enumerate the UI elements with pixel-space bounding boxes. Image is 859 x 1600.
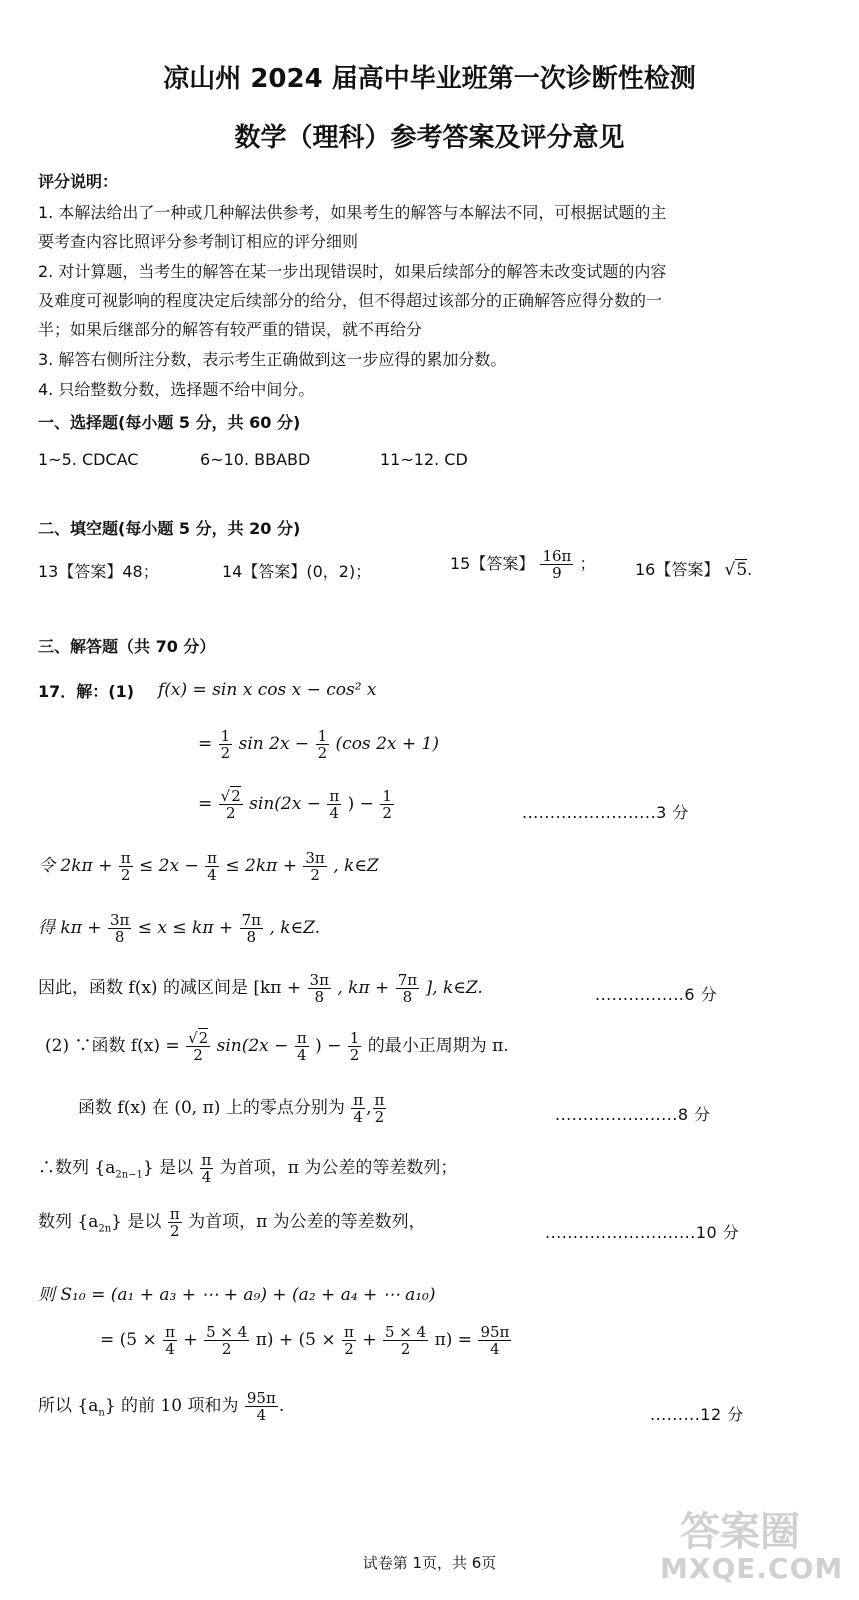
three-pi-eighth-fraction [308,972,331,1005]
choice-answers-6-10: 6~10. BBABD [200,450,311,469]
denominator: 2 [374,1108,385,1126]
numerator: 5 × 4 [206,1323,248,1341]
conclusion-subscript: n [98,1407,105,1419]
fill-15-denominator: 9 [552,564,562,582]
seq-tail: 为首项，π 为公差的等差数列； [219,1158,458,1178]
pi-quarter-fraction [200,1152,214,1185]
five-four-half-fraction [204,1324,249,1357]
ineq-middle: ≤ 2kπ + [225,856,297,876]
ninety-five-pi-quarter-fraction [245,1390,278,1423]
denominator: 2 [220,744,231,762]
pi-quarter-fraction [163,1324,177,1357]
denominator: 8 [246,928,257,946]
note-1-line-1: 1. 本解法给出了一种或几种解法供参考，如果考生的解答与本解法不同，可根据试题的主 [38,203,667,222]
sin-term: sin(2x − [216,1036,289,1056]
fill-16-value: 5 [736,560,748,580]
denominator: 4 [329,804,340,822]
sqrt2-half-fraction [219,788,243,821]
denominator: 4 [490,1340,500,1358]
fill-answer-15 [450,548,596,581]
score-3: ........................3 分 [522,803,689,822]
numerator: π [296,1029,307,1047]
denominator: 2 [310,866,320,884]
watermark-site-text: MXQE.COM [660,1552,844,1585]
q17-intro: 17．解：(1) [38,682,135,701]
notes-heading: 评分说明： [38,172,119,191]
denominator: 4 [296,1046,307,1064]
conclusion-prefix: 所以 {a [38,1396,99,1416]
choice-answers-11-12: 11~12. CD [380,450,468,469]
interval-tail: ], k∈Z. [425,978,483,998]
score-10: ...........................10 分 [545,1223,740,1242]
numerator: π [165,1323,176,1341]
three-pi-half-fraction [303,850,326,883]
seq-prefix: ∴数列 {a [38,1158,116,1178]
numerator: π [329,787,340,805]
pi-quarter-fraction [295,1030,309,1063]
note-1-line-2: 要考查内容比照评分参考制订相应的评分细则 [38,232,359,251]
calc-part-e: π) = [434,1330,473,1350]
note-4: 4. 只给整数分数，选择题不给中间分。 [38,380,315,399]
ineq-middle: ≤ 2x − [139,856,199,876]
interval-prefix: 因此，函数 f(x) 的减区间是 [kπ + [38,978,302,998]
note-2-line-2: 及难度可视影响的程度决定后续部分的给分，但不得超过该部分的正确解答应得分数的一 [38,291,663,310]
radicand: 2 [231,787,241,805]
fill-15-fraction [540,548,573,581]
q17-inequality-2 [38,912,320,945]
numerator: 1 [382,787,392,805]
numerator: 5 × 4 [384,1323,427,1341]
seq-tail: 为首项，π 为公差的等差数列， [188,1212,426,1232]
numerator: π [120,849,131,867]
pi-quarter-fraction [205,850,219,883]
score-12: .........12 分 [650,1405,744,1424]
q17-s10-definition: 则 S₁₀ = (a₁ + a₃ + ⋯ + a₉) + (a₂ + a₄ + ⋯ a₁₀) [38,1285,436,1305]
numerator [186,1030,210,1047]
ineq-prefix: 得 kπ + [38,918,102,938]
seq-middle: } 是以 [142,1158,194,1178]
denominator: 8 [314,988,324,1006]
denominator: 4 [165,1340,175,1358]
seq-subscript: 2n [98,1223,112,1235]
numerator: 7π [241,911,261,929]
q17-even-sequence [38,1206,426,1239]
half-fraction [219,728,233,761]
q17-line-3 [198,788,395,821]
choice-answers-1-5: 1~5. CDCAC [38,450,139,469]
seq-subscript: 2n−1 [115,1169,143,1181]
score-8: ......................8 分 [555,1105,711,1124]
comma: , [366,1098,372,1118]
pi-quarter-fraction [327,788,341,821]
numerator: π [207,849,217,867]
sqrt2-half-fraction [186,1030,210,1063]
sin-term: sin 2x − [238,734,310,754]
calc-part-c: π) + (5 × [255,1330,336,1350]
denominator: 4 [256,1406,267,1424]
exam-subtitle: 数学（理科）参考答案及评分意见 [234,123,625,153]
conclusion-middle: } 的前 10 项和为 [104,1396,239,1416]
numerator: 3π [305,849,325,867]
seven-pi-eighth-fraction [240,912,263,945]
q17-decreasing-interval [38,972,483,1005]
denominator: 2 [382,804,392,822]
cos-term: (cos 2x + 1) [335,734,439,754]
note-3: 3. 解答右侧所注分数，表示考生正确做到这一步应得的累加分数。 [38,350,507,369]
pi-half-fraction [342,1324,356,1357]
numerator: π [344,1323,354,1341]
part2-prefix: (2) ∵函数 f(x) = [45,1036,180,1056]
numerator: 95π [480,1323,510,1341]
fill-answer-16 [635,560,752,580]
fill-16-label: 16【答案】 [635,560,720,579]
half-fraction [348,1030,362,1063]
score-6: ................6 分 [595,985,718,1004]
calc-part-a: = (5 × [100,1330,157,1350]
pi-half-fraction [168,1206,182,1239]
minus-sign: ) − [315,1036,342,1056]
sin-term: sin(2x − [249,794,321,814]
denominator: 2 [400,1340,411,1358]
half-fraction [316,728,330,761]
numerator: π [201,1151,212,1169]
equals-sign: = [198,794,213,814]
denominator: 2 [317,744,328,762]
radicand: 2 [198,1029,209,1047]
numerator [219,788,243,805]
pi-quarter-fraction [351,1092,365,1125]
q17-line-2 [198,728,439,761]
part2-tail: 的最小正周期为 π. [367,1036,509,1056]
five-four-half-fraction [383,1324,428,1357]
plus-sign: + [183,1330,198,1350]
ineq-prefix: 令 2kπ + [38,856,113,876]
seq-prefix: 数列 {a [38,1212,99,1232]
q17-s10-computation [100,1324,512,1357]
pi-half-fraction [373,1092,387,1125]
seq-middle: } 是以 [111,1212,162,1232]
q17-part2-period [45,1030,509,1063]
section-choice-heading: 一、选择题(每小题 5 分，共 60 分) [38,413,301,432]
denominator: 2 [349,1046,360,1064]
denominator: 4 [207,866,217,884]
three-pi-eighth-fraction [108,912,131,945]
sqrt-icon: √ [220,787,231,805]
seven-pi-eighth-fraction [396,972,419,1005]
denominator: 8 [114,928,125,946]
denominator: 2 [120,866,131,884]
ineq-middle: ≤ x ≤ kπ + [137,918,234,938]
q17-zeros [78,1092,387,1125]
minus-sign: ) − [347,794,374,814]
denominator: 2 [169,1222,180,1240]
interval-middle: , kπ + [337,978,390,998]
numerator: 3π [309,971,329,989]
conclusion-period: . [278,1396,285,1416]
numerator: π [374,1091,385,1109]
fill-15-tail: ； [579,554,596,573]
note-2-line-1: 2. 对计算题，当考生的解答在某一步出现错误时，如果后续部分的解答未改变试题的内容 [38,262,667,281]
q17-odd-sequence [38,1152,457,1185]
half-fraction [380,788,394,821]
denominator: 2 [221,1340,232,1358]
pi-half-fraction [119,850,133,883]
numerator: 7π [397,971,418,989]
section-solution-heading: 三、解答题（共 70 分） [38,637,216,656]
numerator: π [169,1205,180,1223]
equals-sign: = [198,734,213,754]
denominator: 2 [344,1340,354,1358]
ineq-tail: , k∈Z. [269,918,321,938]
q17-line-1: f(x) = sin x cos x − cos² x [158,680,377,700]
numerator: 1 [349,1029,360,1047]
exam-title: 凉山州 2024 届高中毕业班第一次诊断性检测 [163,64,696,94]
numerator: π [353,1091,364,1109]
numerator: 1 [220,727,231,745]
fill-answer-13: 13【答案】48； [38,562,159,581]
sqrt-icon: √ [188,1029,198,1047]
denominator: 4 [353,1108,363,1126]
fill-15-label: 15【答案】 [450,554,535,573]
q17-inequality-1 [38,850,379,883]
numerator: 95π [246,1389,276,1407]
fill-15-numerator: 16π [542,547,572,565]
ineq-tail: , k∈Z [333,856,379,876]
numerator: 3π [109,911,130,929]
plus-sign: + [362,1330,377,1350]
q17-conclusion [38,1390,284,1423]
section-fill-heading: 二、填空题(每小题 5 分，共 20 分) [38,519,301,538]
denominator: 8 [402,988,413,1006]
page-footer: 试卷第 1页，共 6页 [362,1554,497,1572]
watermark-logo-text: 答案圈 [680,1509,800,1555]
denominator: 4 [201,1168,212,1186]
ninety-five-pi-quarter-fraction [478,1324,511,1357]
fill-16-tail: . [747,560,753,579]
numerator: 1 [317,727,328,745]
note-2-line-3: 半；如果后继部分的解答有较严重的错误，就不再给分 [38,320,423,339]
denominator: 2 [193,1046,203,1064]
sqrt-icon: √ [724,560,736,580]
denominator: 2 [225,804,236,822]
fill-answer-14: 14【答案】(0，2)； [222,562,372,581]
zeros-prefix: 函数 f(x) 在 (0, π) 上的零点分别为 [78,1098,345,1118]
